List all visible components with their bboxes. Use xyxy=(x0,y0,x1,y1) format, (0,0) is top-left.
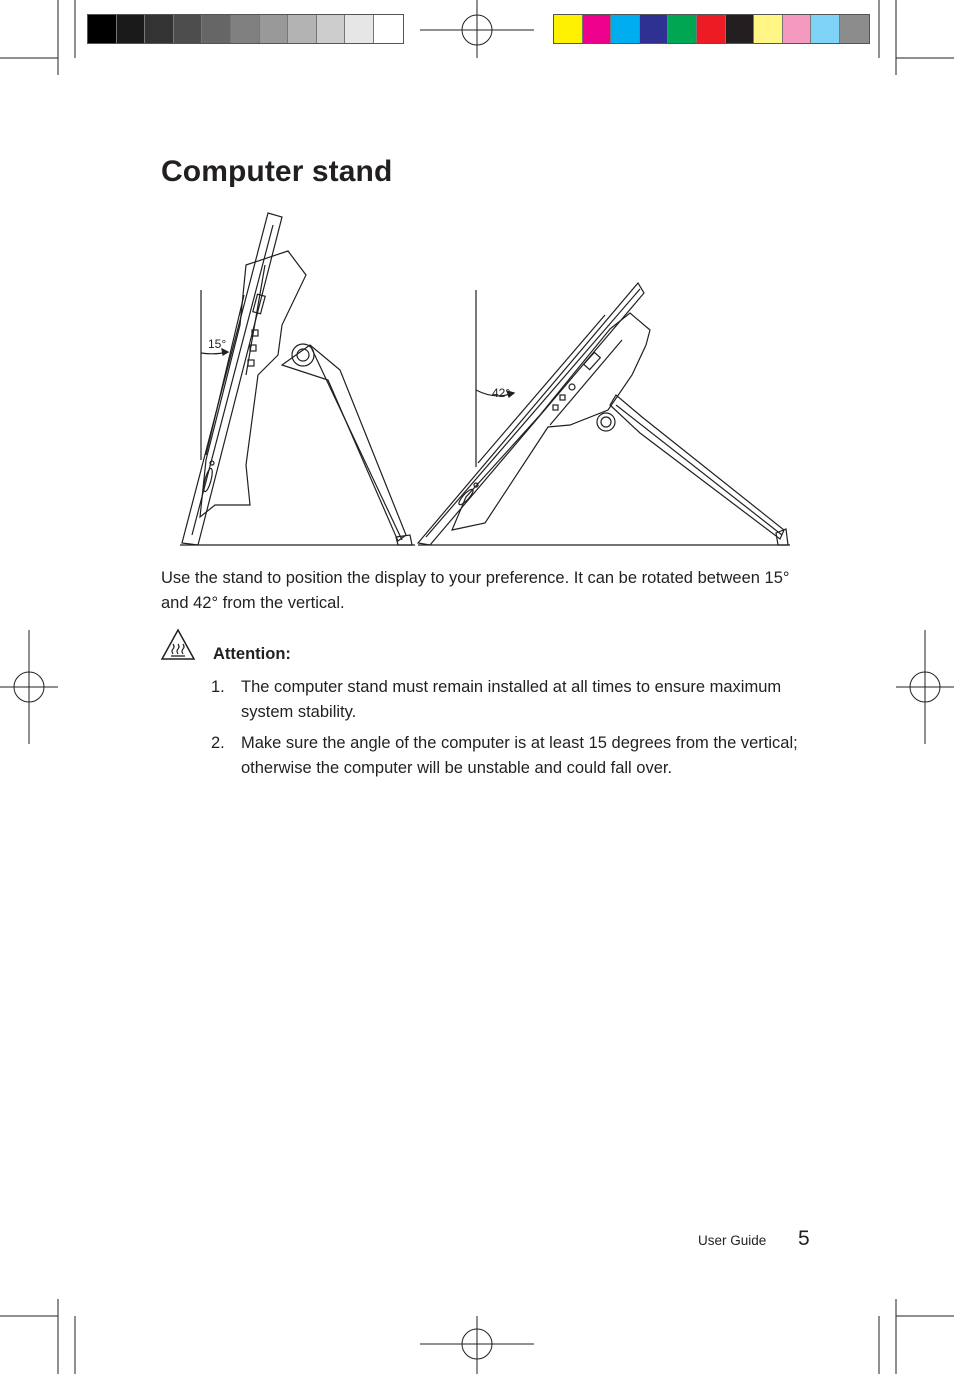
color-swatch xyxy=(260,15,289,43)
color-swatch xyxy=(726,15,755,43)
color-swatch xyxy=(811,15,840,43)
color-swatch xyxy=(697,15,726,43)
color-swatch xyxy=(840,15,869,43)
color-swatch xyxy=(145,15,174,43)
angle-label-15: 15° xyxy=(208,337,227,351)
footer-label: User Guide xyxy=(698,1233,767,1248)
list-item xyxy=(211,675,811,724)
color-swatch xyxy=(668,15,697,43)
attention-list xyxy=(211,675,811,787)
color-swatch xyxy=(754,15,783,43)
computer-right xyxy=(418,283,788,545)
color-swatch xyxy=(317,15,346,43)
color-swatch xyxy=(202,15,231,43)
list-item-number: 2. xyxy=(211,734,225,752)
list-item-number: 1. xyxy=(211,678,225,696)
color-swatch xyxy=(783,15,812,43)
color-swatch xyxy=(611,15,640,43)
color-swatch xyxy=(374,15,403,43)
stand-angle-illustration xyxy=(170,205,800,555)
hot-surface-warning-icon xyxy=(160,628,196,662)
color-swatch xyxy=(288,15,317,43)
computer-left xyxy=(182,213,412,545)
color-swatch xyxy=(640,15,669,43)
color-swatch xyxy=(231,15,260,43)
color-swatch xyxy=(88,15,117,43)
intro-paragraph: Use the stand to position the display to your preference. It can be rotated between 15° and 42° from the vertical. xyxy=(161,569,790,612)
attention-heading: Attention: xyxy=(213,645,291,663)
color-swatch xyxy=(554,15,583,43)
page-title: Computer stand xyxy=(161,155,393,188)
list-item-text: Make sure the angle of the computer is at least 15 degrees from the vertical; otherwise the computer will be unstable and could fall over. xyxy=(241,734,798,777)
color-swatch xyxy=(117,15,146,43)
color-swatch xyxy=(583,15,612,43)
page-number: 5 xyxy=(798,1227,810,1250)
process-color-bar xyxy=(553,14,870,44)
list-item xyxy=(211,731,811,780)
angle-label-42: 42° xyxy=(492,386,511,400)
color-swatch xyxy=(174,15,203,43)
list-item-text: The computer stand must remain installed at all times to ensure maximum system stability. xyxy=(241,678,782,721)
grayscale-color-bar xyxy=(87,14,404,44)
color-swatch xyxy=(345,15,374,43)
